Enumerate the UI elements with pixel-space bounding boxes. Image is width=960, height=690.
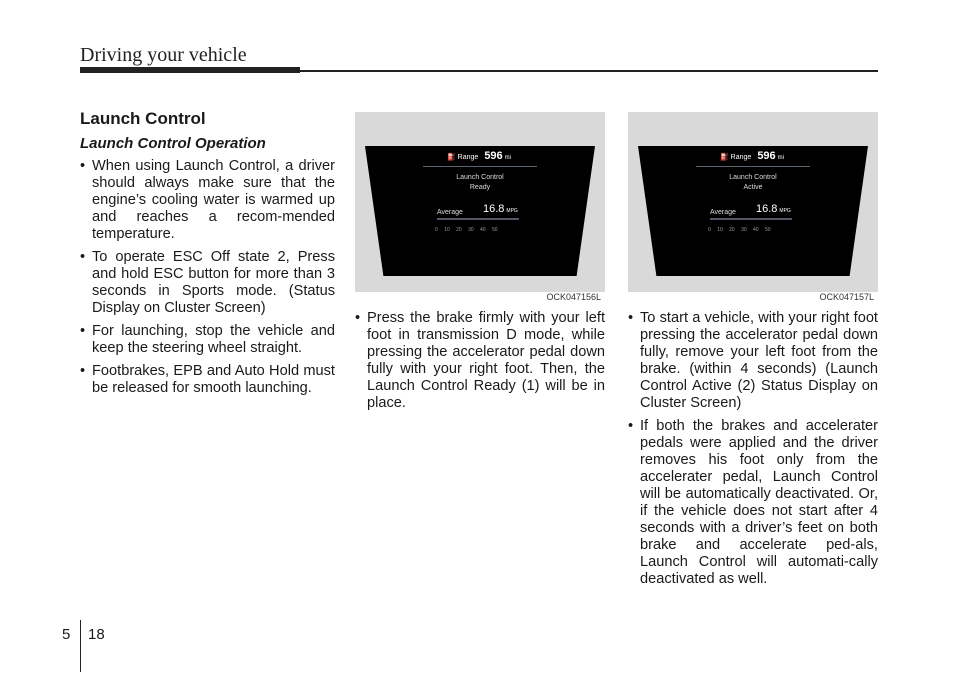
status-line-1: Launch Control xyxy=(729,174,777,181)
cluster-image-ready xyxy=(355,112,605,302)
range-readout xyxy=(720,148,784,167)
range-label: Range xyxy=(457,154,479,161)
bullet-list-3 xyxy=(628,310,878,588)
list-item-text: For launching, stop the vehicle and keep the steering wheel straight. xyxy=(92,323,335,356)
column-2 xyxy=(355,112,605,418)
figure-code: OCK047156L xyxy=(546,292,601,302)
list-item xyxy=(80,323,335,357)
section-subtitle: Launch Control Operation xyxy=(80,135,266,152)
list-item-text: When using Launch Control, a driver should always make sure that the engine’s cooling water is warmed up and reaches a recom-mended temperature. xyxy=(92,158,335,242)
bullet-list-1 xyxy=(80,158,335,397)
launch-status xyxy=(698,173,808,193)
list-item-text: If both the brakes and accelerater pedals were applied and the driver removes his foot only from the accelerater pedal, Launch Control will be automatically deactivated. Or, if the vehicle does not start after 4 seconds with a driver’s feet on both brake and accelerate ped-als, Launch Control will automati-cally deactivated as well. xyxy=(640,418,878,587)
range-unit: mi xyxy=(777,155,785,161)
range-unit: mi xyxy=(504,155,512,161)
fuel-icon: ⛽ xyxy=(720,154,729,161)
list-item xyxy=(80,249,335,317)
average-unit: MPG xyxy=(779,208,791,214)
figure-active xyxy=(628,112,878,310)
header-rule-thin xyxy=(300,70,878,72)
average-unit: MPG xyxy=(506,208,518,214)
list-item xyxy=(80,158,335,243)
section-title: Launch Control xyxy=(80,109,206,128)
page-number: 18 xyxy=(88,626,105,643)
bullet-list-2 xyxy=(355,310,605,412)
status-line-2: Ready xyxy=(469,184,491,191)
list-item xyxy=(80,363,335,397)
bullet-glyph: • xyxy=(80,363,86,379)
column-3 xyxy=(628,112,878,594)
list-item-text: To operate ESC Off state 2, Press and hold ESC button for more than 3 seconds in Sports mode. (Status Display on Cluster Screen) xyxy=(92,249,335,316)
header-rule-thick xyxy=(80,67,300,73)
bullet-glyph: • xyxy=(355,310,361,326)
range-value: 596 xyxy=(484,150,503,162)
chapter-number: 5 xyxy=(62,626,71,643)
average-scale-bar xyxy=(437,218,519,220)
average-value: 16.8 xyxy=(483,203,505,215)
column-1 xyxy=(80,110,335,403)
average-scale-bar xyxy=(710,218,792,220)
bullet-glyph: • xyxy=(80,158,86,174)
divider xyxy=(696,166,810,167)
list-item-text: To start a vehicle, with your right foot pressing the accelerator pedal down fully, remove your left foot from the brake. (within 4 seconds) (Launch Control Active (2) Status Display on Cluster Screen) xyxy=(640,310,878,411)
bullet-glyph: • xyxy=(80,249,86,265)
bullet-glyph: • xyxy=(80,323,86,339)
list-item xyxy=(355,310,605,412)
bullet-glyph: • xyxy=(628,418,634,434)
cluster-image-active xyxy=(628,112,878,302)
range-label: Range xyxy=(730,154,752,161)
average-label: Average xyxy=(710,209,736,216)
average-value: 16.8 xyxy=(756,203,778,215)
list-item-text: Footbrakes, EPB and Auto Hold must be released for smooth launching. xyxy=(92,363,335,396)
average-scale: 0 10 20 30 40 50 xyxy=(435,227,498,233)
status-line-2: Active xyxy=(743,184,763,191)
status-line-1: Launch Control xyxy=(456,174,504,181)
fuel-icon: ⛽ xyxy=(447,154,456,161)
range-readout xyxy=(447,148,511,167)
figure-ready xyxy=(355,112,605,310)
launch-status xyxy=(425,173,535,193)
divider xyxy=(423,166,537,167)
list-item-text: Press the brake firmly with your left foot in transmission D mode, while pressing the accelerator pedal down fully with your right foot. Then, the Launch Control Ready (1) will be in place. xyxy=(367,310,605,411)
range-value: 596 xyxy=(757,150,776,162)
header-title: Driving your vehicle xyxy=(80,44,247,66)
list-item xyxy=(628,310,878,412)
list-item xyxy=(628,418,878,588)
figure-code: OCK047157L xyxy=(819,292,874,302)
footer-divider xyxy=(80,620,81,672)
average-label: Average xyxy=(437,209,463,216)
bullet-glyph: • xyxy=(628,310,634,326)
average-scale: 0 10 20 30 40 50 xyxy=(708,227,771,233)
